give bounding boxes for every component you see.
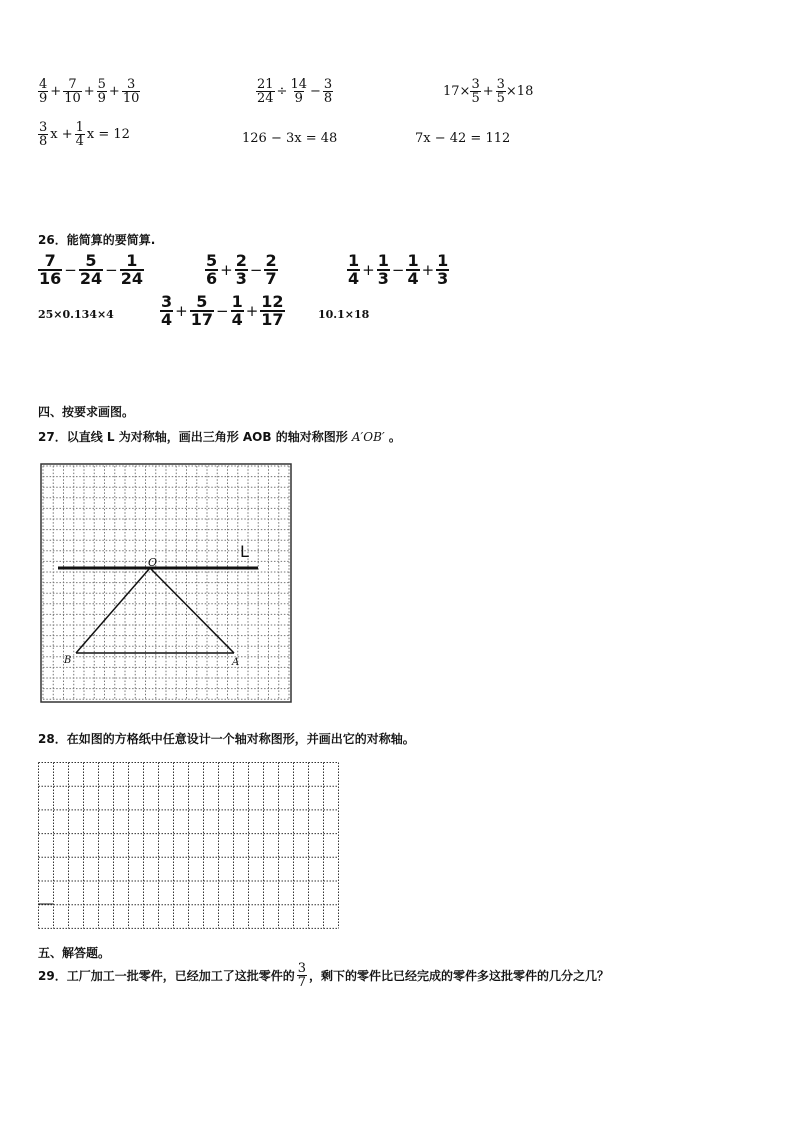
expr-r1-2: $\frac{21}{24}$ ÷ $\frac{14}{9}$ − $\frac{3}{8}$ [257, 77, 333, 106]
section-5-heading: 五、解答题。 [38, 946, 111, 960]
q26-expr-3: $\frac{1}{4}$ + $\frac{1}{3}$ − $\frac{1}{4}$ + $\frac{1}{3}$ [348, 251, 449, 288]
grid-lines [39, 763, 339, 929]
fraction: $\frac{3}{10}$ [122, 77, 140, 106]
q26-expr-4: 25×0.134×4 [38, 308, 114, 321]
q26-expr-5: $\frac{3}{4}$ + $\frac{5}{17}$ − $\frac{1}{4}$ + $\frac{12}{17}$ [161, 292, 284, 329]
label-A: A [232, 657, 240, 668]
q29-text: 29．工厂加工一批零件，已经加工了这批零件的 $\frac{3}{7}$ ，剩下的零件比已经完成的零件多这批零件的几分之几？ [38, 961, 609, 990]
equation-r2-3: 7x − 42 = 112 [415, 131, 511, 146]
q28-grid-paper[interactable] [38, 762, 340, 930]
fraction: $\frac{7}{10}$ [64, 77, 81, 106]
label-O: O [148, 556, 158, 569]
equation-r2-1: $\frac{3}{8}$ x + $\frac{1}{4}$ x = 12 [39, 120, 130, 149]
q26-expr-1: $\frac{7}{16}$ − $\frac{5}{24}$ − $\frac{1}{24}$ [39, 251, 143, 288]
fraction: $\frac{4}{9}$ [39, 77, 48, 106]
label-L: L [240, 542, 249, 561]
label-B: B [64, 655, 72, 666]
q26-title: 26．能简算的要简算. [38, 233, 156, 247]
expr-r1-1: $\frac{4}{9}$ + $\frac{7}{10}$ + $\frac{5}{9}$ + $\frac{3}{10}$ [39, 77, 140, 106]
q27-text: 27．以直线 L 为对称轴，画出三角形 AOB 的轴对称图形 A′OB′ 。 [38, 430, 401, 444]
q26-expr-2: $\frac{5}{6}$ + $\frac{2}{3}$ − $\frac{2}{7}$ [206, 251, 277, 288]
q28-text: 28．在如图的方格纸中任意设计一个轴对称图形，并画出它的对称轴。 [38, 732, 415, 746]
expr-r1-3: 17× $\frac{3}{5}$ + $\frac{3}{5}$ ×18 [443, 77, 534, 106]
fraction: $\frac{5}{9}$ [97, 77, 106, 106]
equation-r2-2: 126 − 3x = 48 [242, 131, 338, 146]
section-4-heading: 四、按要求画图。 [38, 405, 135, 419]
q26-expr-6: 10.1×18 [318, 308, 370, 321]
q27-grid-figure [40, 463, 292, 703]
